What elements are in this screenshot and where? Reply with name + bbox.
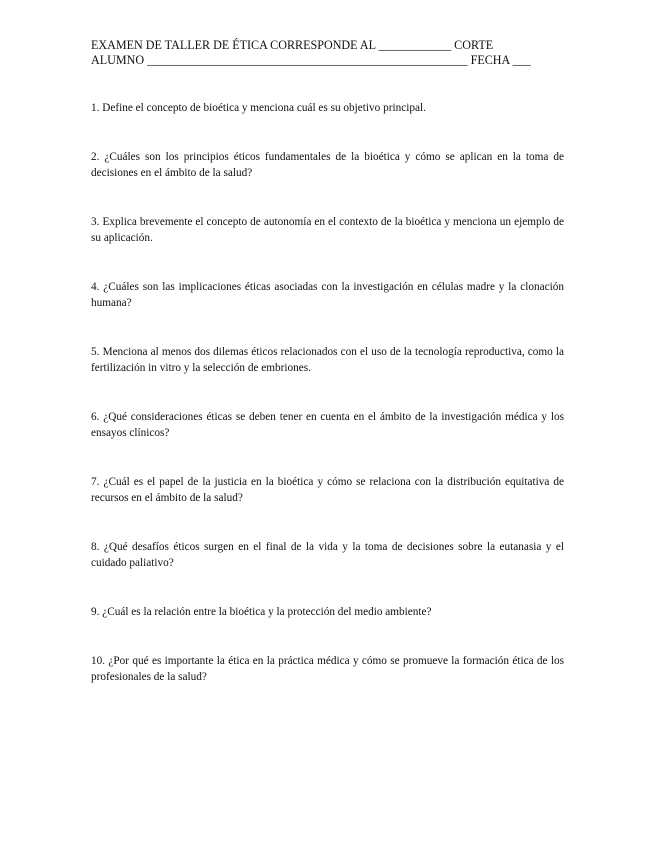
question-4: 4. ¿Cuáles son las implicaciones éticas asociadas con la investigación en células madre y la clonación humana? <box>91 281 564 309</box>
question-9: 9. ¿Cuál es la relación entre la bioética y la protección del medio ambiente? <box>91 606 432 618</box>
exam-title-line: EXAMEN DE TALLER DE ÉTICA CORRESPONDE AL ____________ CORTE <box>91 38 494 52</box>
question-10: 10. ¿Por qué es importante la ética en la práctica médica y cómo se promueve la formación ética de los profesionales de la salud? <box>91 655 564 683</box>
question-5: 5. Menciona al menos dos dilemas éticos relacionados con el uso de la tecnología reproductiva, como la fertilización in vitro y la selección de embriones. <box>91 346 564 374</box>
question-7: 7. ¿Cuál es el papel de la justicia en la bioética y cómo se relaciona con la distribución equitativa de recursos en el ámbito de la salud? <box>91 476 564 504</box>
question-1: 1. Define el concepto de bioética y menciona cuál es su objetivo principal. <box>91 102 426 114</box>
question-2: 2. ¿Cuáles son los principios éticos fundamentales de la bioética y cómo se aplican en la toma de decisiones en el ámbito de la salud? <box>91 151 564 179</box>
question-8: 8. ¿Qué desafíos éticos surgen en el final de la vida y la toma de decisiones sobre la eutanasia y el cuidado paliativo? <box>91 541 564 569</box>
exam-header <box>91 38 564 68</box>
question-3: 3. Explica brevemente el concepto de autonomía en el contexto de la bioética y menciona un ejemplo de su aplicación. <box>91 216 564 244</box>
question-6: 6. ¿Qué consideraciones éticas se deben tener en cuenta en el ámbito de la investigación médica y los ensayos clínicos? <box>91 411 564 439</box>
student-date-line: ALUMNO _____________________________________________________ FECHA ___ <box>91 53 531 67</box>
